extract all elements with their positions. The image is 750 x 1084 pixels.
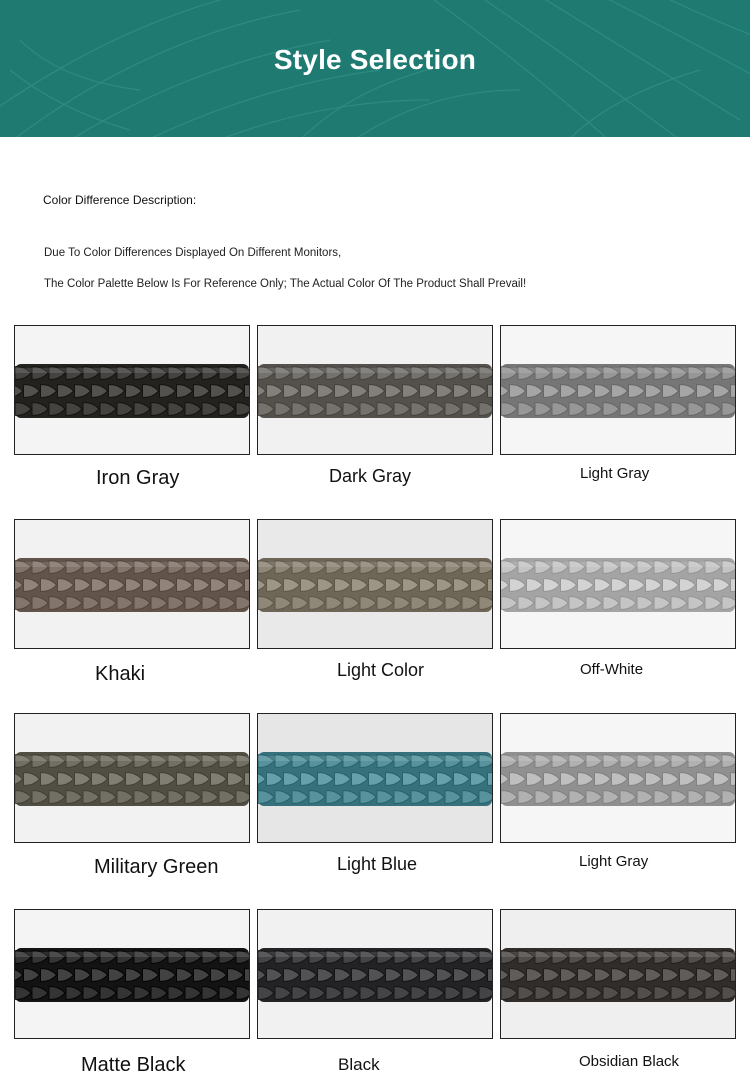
braided-rope: [501, 714, 735, 842]
braided-rope: [15, 714, 249, 842]
swatch-label: Obsidian Black: [579, 1053, 680, 1070]
description-line-2: The Color Palette Below Is For Reference Only; The Actual Color Of The Product Shall Prevail!: [44, 278, 527, 290]
braided-rope: [15, 520, 249, 648]
swatch-label: Iron Gray: [96, 467, 180, 489]
swatch-light-blue: [257, 713, 493, 843]
swatch-matte-black: [14, 909, 250, 1039]
swatch-iron-gray: [14, 325, 250, 455]
swatch-label: Light Gray: [579, 853, 649, 870]
description-line-1: Due To Color Differences Displayed On Different Monitors,: [44, 247, 342, 259]
swatch-label: Khaki: [95, 663, 146, 685]
braided-rope: [258, 714, 492, 842]
braided-rope: [501, 520, 735, 648]
swatch-label: Matte Black: [81, 1054, 186, 1076]
swatch-label: Light Blue: [337, 854, 418, 874]
swatch-obsidian-black: [500, 909, 736, 1039]
swatch-label: Dark Gray: [329, 466, 412, 486]
swatch-label: Light Gray: [580, 465, 650, 482]
swatch-military-green: [14, 713, 250, 843]
swatch-khaki: [14, 519, 250, 649]
color-difference-heading: Color Difference Description:: [43, 193, 197, 207]
header-banner: [0, 0, 750, 137]
page-title: Style Selection: [273, 44, 477, 75]
braided-rope: [15, 326, 249, 454]
braided-rope: [501, 910, 735, 1038]
swatch-label: Military Green: [94, 856, 219, 878]
braided-rope: [258, 326, 492, 454]
braided-rope: [501, 326, 735, 454]
swatch-label: Black: [338, 1055, 380, 1074]
swatch-light-gray: [500, 325, 736, 455]
swatch-label: Light Color: [337, 660, 425, 680]
swatch-light-color: [257, 519, 493, 649]
swatch-black: [257, 909, 493, 1039]
swatch-light-gray-2: [500, 713, 736, 843]
braided-rope: [258, 520, 492, 648]
swatch-label: Off-White: [580, 661, 644, 678]
swatch-dark-gray: [257, 325, 493, 455]
swatch-off-white: [500, 519, 736, 649]
braided-rope: [15, 910, 249, 1038]
braided-rope: [258, 910, 492, 1038]
